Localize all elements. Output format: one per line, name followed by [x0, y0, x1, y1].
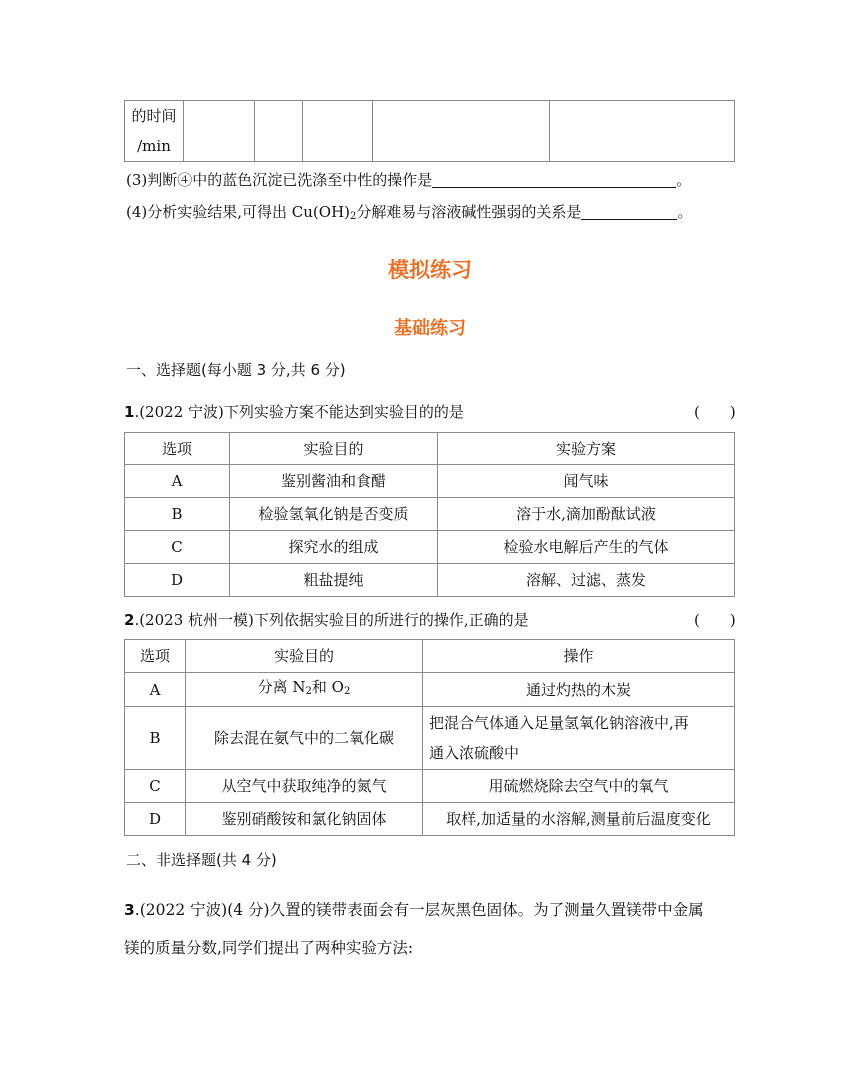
- question-3-text: .(2022 宁波)(4 分)久置的镁带表面会有一层灰黑色固体。为了测量久置镁带中金属: [134, 901, 704, 919]
- subscript: 2: [343, 686, 351, 697]
- table-header: 选项: [125, 433, 230, 465]
- question-1-table: [124, 432, 735, 597]
- table-cell: B: [125, 498, 230, 531]
- cell-line: 把混合气体通入足量氢氧化钠溶液中,再: [429, 714, 689, 732]
- table-cell: 通过灼热的木炭: [423, 673, 735, 707]
- table-row: [125, 498, 735, 531]
- table-cell: C: [125, 770, 186, 803]
- table-cell: 溶解、过滤、蒸发: [438, 564, 735, 597]
- table-row: [125, 707, 735, 770]
- top-table-row-label: [125, 101, 184, 162]
- table-header: 实验方案: [438, 433, 735, 465]
- top-table-cell: [550, 101, 735, 162]
- table-row: [125, 564, 735, 597]
- formula-part: 和 O: [311, 678, 344, 696]
- table-cell: D: [125, 803, 186, 836]
- table-row: [125, 803, 735, 836]
- table-row: [125, 673, 735, 707]
- subscript: 2: [350, 211, 357, 222]
- top-table: [124, 100, 735, 162]
- answer-blank: [432, 171, 676, 188]
- table-cell: 除去混在氨气中的二氧化碳: [186, 707, 423, 770]
- main-heading: 模拟练习: [388, 258, 472, 282]
- table-row: [125, 465, 735, 498]
- table-header: 选项: [125, 640, 186, 673]
- question-3-line2: 镁的质量分数,同学们提出了两种实验方法:: [124, 939, 414, 957]
- question-number: 2: [124, 611, 135, 629]
- question-4-prompt: [126, 201, 692, 228]
- top-table-cell: [303, 101, 373, 162]
- table-cell: A: [125, 465, 230, 498]
- table-cell: 粗盐提纯: [230, 564, 438, 597]
- section-2-heading: 二、非选择题(共 4 分): [126, 851, 277, 869]
- answer-blank: [581, 203, 677, 220]
- table-cell: D: [125, 564, 230, 597]
- period: 。: [676, 171, 692, 189]
- table-cell: B: [125, 707, 186, 770]
- table-cell: 溶于水,滴加酚酞试液: [438, 498, 735, 531]
- question-2-table: [124, 639, 735, 836]
- question-3-text: (3)判断④中的蓝色沉淀已洗涤至中性的操作是: [126, 171, 433, 189]
- top-table-cell: [184, 101, 255, 162]
- table-cell: 探究水的组成: [230, 531, 438, 564]
- table-cell: C: [125, 531, 230, 564]
- top-table-cell: [373, 101, 550, 162]
- answer-bracket: ( ): [694, 611, 736, 629]
- section-1-heading: 一、选择题(每小题 3 分,共 6 分): [126, 361, 346, 379]
- period: 。: [677, 203, 693, 221]
- question-2-prompt: [124, 609, 529, 630]
- table-cell: A: [125, 673, 186, 707]
- table-cell: 闻气味: [438, 465, 735, 498]
- table-header: 实验目的: [186, 640, 423, 673]
- question-1-text: .(2022 宁波)下列实验方案不能达到实验目的的是: [134, 403, 464, 421]
- question-4-text-after: 分解难易与溶液碱性强弱的关系是: [356, 203, 582, 221]
- table-cell: [186, 673, 423, 707]
- formula-part: 分离 N: [257, 678, 306, 696]
- question-4-text-before: (4)分析实验结果,可得出 Cu(OH): [126, 203, 351, 221]
- question-number: 1: [124, 403, 135, 421]
- table-cell: 从空气中获取纯净的氮气: [186, 770, 423, 803]
- table-cell: 鉴别酱油和食醋: [230, 465, 438, 498]
- sub-heading: 基础练习: [394, 318, 466, 339]
- table-cell: 鉴别硝酸铵和氯化钠固体: [186, 803, 423, 836]
- question-1-prompt: [124, 401, 464, 422]
- question-3-line1: [124, 891, 704, 929]
- question-number: 3: [124, 901, 135, 919]
- table-header: 操作: [423, 640, 735, 673]
- question-2-text: .(2023 杭州一模)下列依据实验目的所进行的操作,正确的是: [134, 611, 529, 629]
- row-label-line2: /min: [137, 137, 171, 155]
- table-header: 实验目的: [230, 433, 438, 465]
- table-row: [125, 531, 735, 564]
- question-3-prompt: [126, 169, 691, 191]
- table-row: [125, 770, 735, 803]
- answer-bracket: ( ): [694, 403, 736, 421]
- table-cell: [423, 707, 735, 770]
- subscript: 2: [305, 686, 312, 697]
- table-cell: 取样,加适量的水溶解,测量前后温度变化: [423, 803, 735, 836]
- question-3-body: [124, 891, 704, 967]
- table-cell: 用硫燃烧除去空气中的氧气: [423, 770, 735, 803]
- cell-line: 通入浓硫酸中: [429, 744, 520, 762]
- table-cell: 检验氢氧化钠是否变质: [230, 498, 438, 531]
- row-label-line1: 的时间: [131, 107, 177, 125]
- top-table-cell: [255, 101, 303, 162]
- table-cell: 检验水电解后产生的气体: [438, 531, 735, 564]
